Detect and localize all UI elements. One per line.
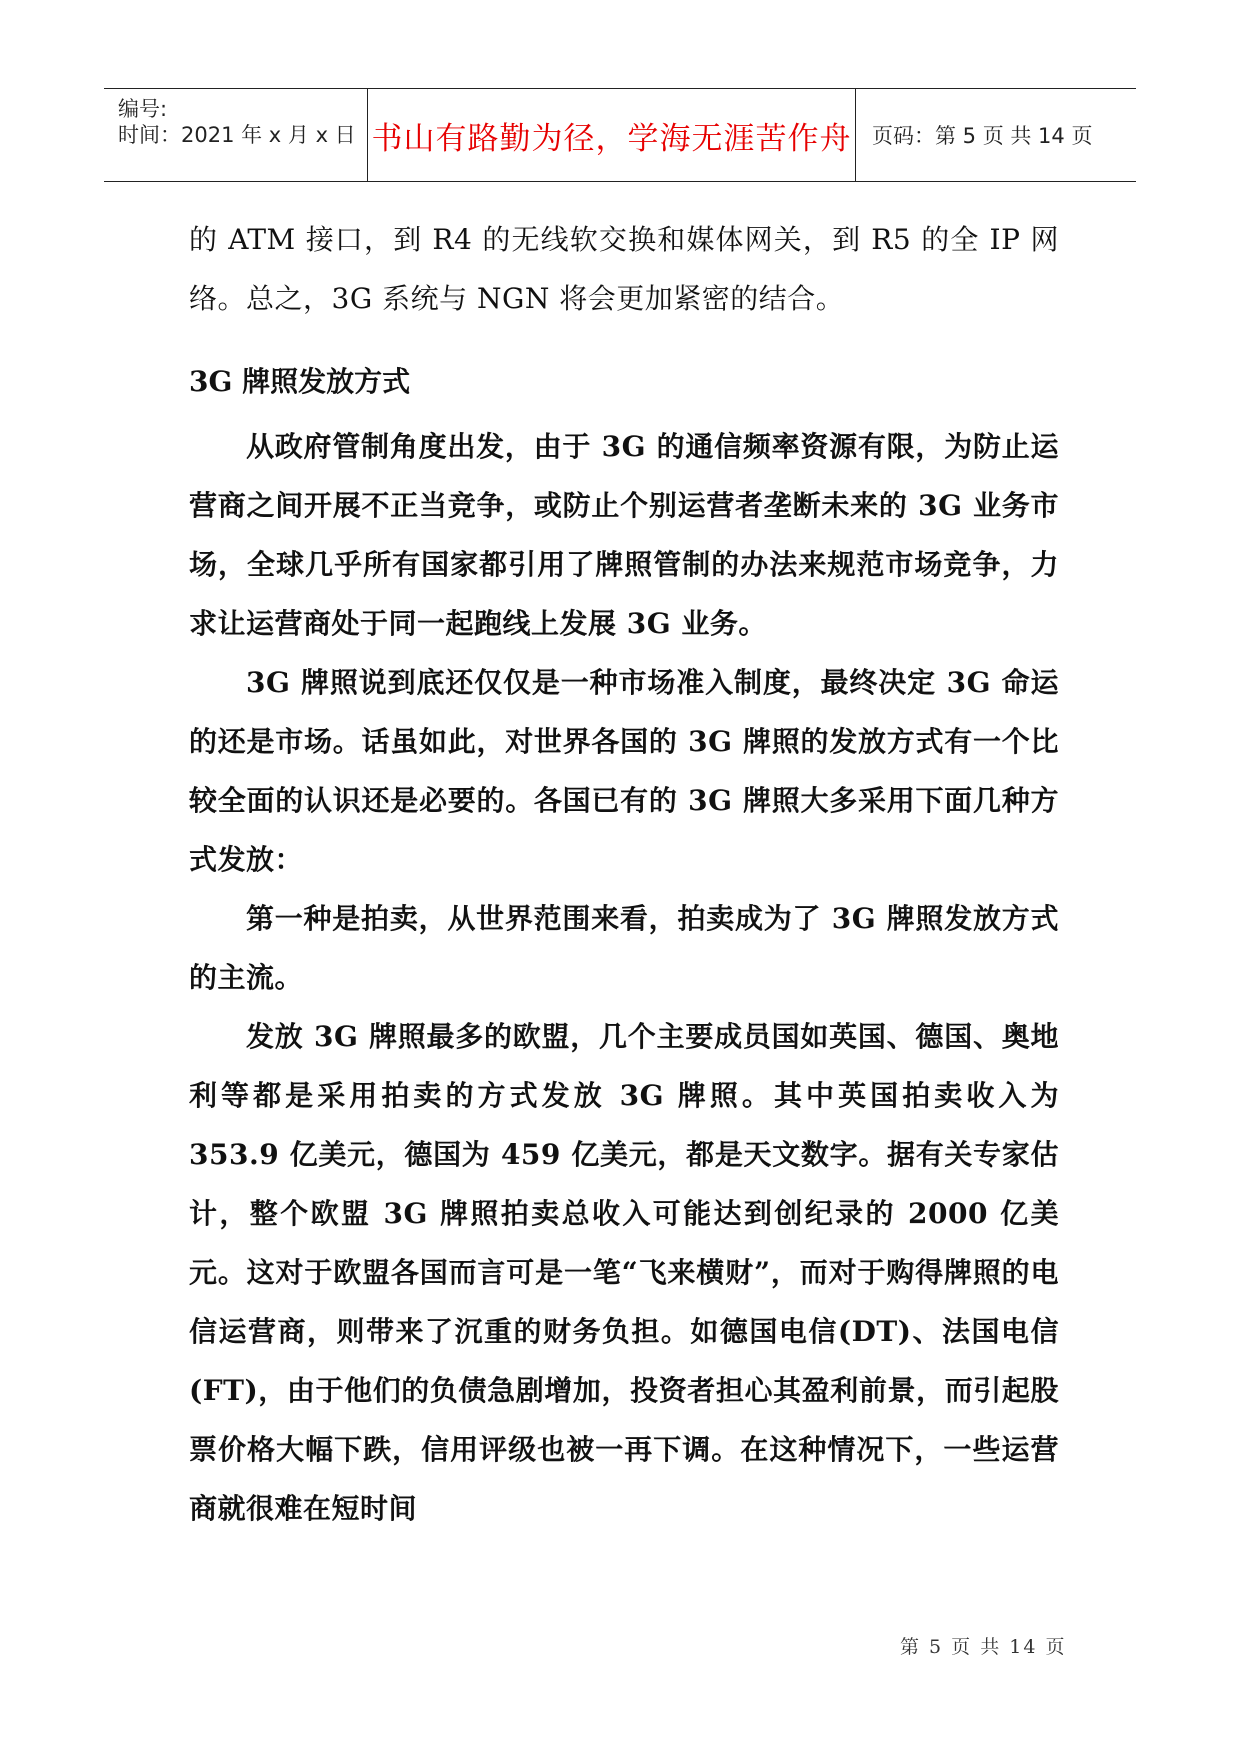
- header-page-cell: [856, 89, 1136, 181]
- paragraph-eu: 发放 3G 牌照最多的欧盟，几个主要成员国如英国、德国、奥地利等都是采用拍卖的方式发放 3G 牌照。其中英国拍卖收入为 353.9 亿美元，德国为 459 亿美元，都是天文数字。据有关专家估计，整个欧盟 3G 牌照拍卖总收入可能达到创纪录的 2000 亿美元。这对于欧盟各国而言可是一笔“飞来横财”，而对于购得牌照的电信运营商，则带来了沉重的财务负担。如德国电信(DT)、法国电信(FT)，由于他们的负债急剧增加，投资者担心其盈利前景，而引起股票价格大幅下跌，信用评级也被一再下调。在这种情况下，一些运营商就很难在短时间: [189, 1020, 1059, 1525]
- time-label: 时间：2021 年 x 月 x 日: [118, 123, 356, 147]
- document-body: [189, 210, 1059, 1538]
- motto-text: 书山有路勤为径，学海无涯苦作舟: [371, 120, 852, 157]
- section-heading: 3G 牌照发放方式: [189, 365, 411, 398]
- paragraph-intro: 的 ATM 接口，到 R4 的无线软交换和媒体网关，到 R5 的全 IP 网络。总之，3G 系统与 NGN 将会更加紧密的结合。: [189, 223, 1059, 315]
- paragraph-market: 3G 牌照说到底还仅仅是一种市场准入制度，最终决定 3G 命运的还是市场。话虽如此，对世界各国的 3G 牌照的发放方式有一个比较全面的认识还是必要的。各国已有的 3G 牌照大多采用下面几种方式发放：: [189, 666, 1059, 876]
- paragraph-auction: 第一种是拍卖，从世界范围来看，拍卖成为了 3G 牌照发放方式的主流。: [189, 902, 1059, 994]
- page-header: [104, 88, 1136, 182]
- header-motto-cell: [368, 89, 856, 181]
- header-meta: [104, 89, 368, 181]
- paragraph-regulation: 从政府管制角度出发，由于 3G 的通信频率资源有限，为防止运营商之间开展不正当竞争，或防止个别运营者垄断未来的 3G 业务市场，全球几乎所有国家都引用了牌照管制的办法来规范市场竞争，力求让运营商处于同一起跑线上发展 3G 业务。: [189, 430, 1059, 640]
- page-footer: 第 5 页 共 14 页: [900, 1636, 1067, 1658]
- page-info: 页码：第 5 页 共 14 页: [872, 124, 1093, 148]
- number-label: 编号:: [118, 97, 168, 121]
